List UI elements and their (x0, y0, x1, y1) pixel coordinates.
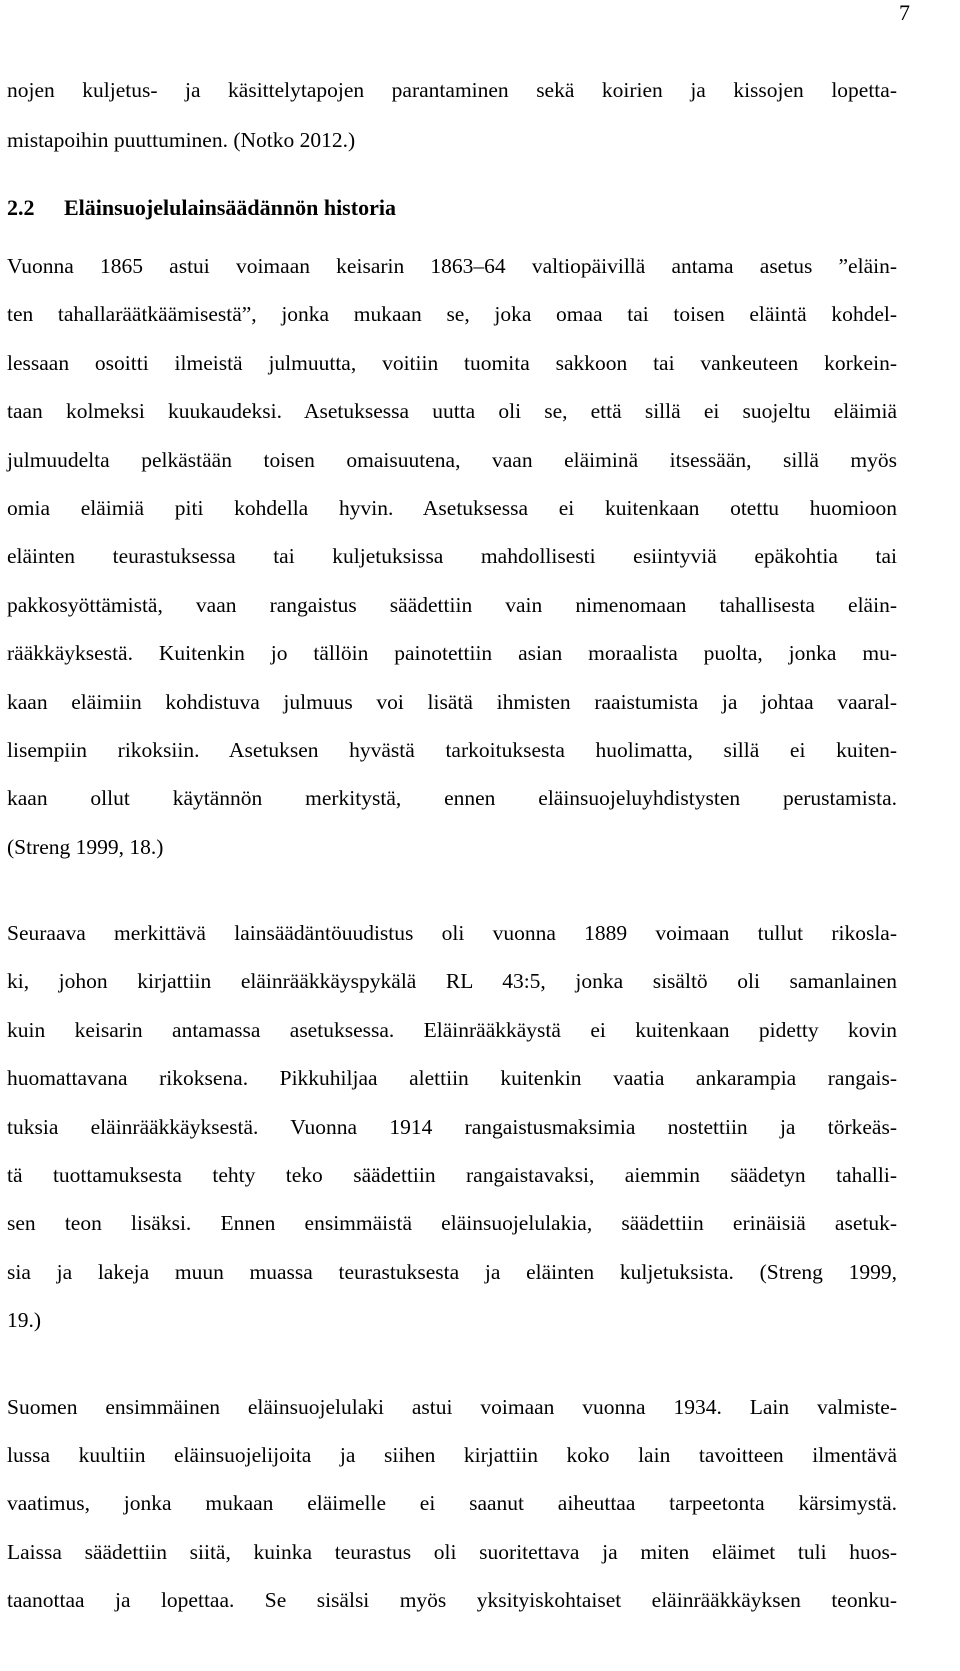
text-line: huomattavana rikoksena. Pikkuhiljaa alettiin kuitenkin vaatia ankarampia rangais- (7, 1066, 897, 1091)
text-line: Suomen ensimmäinen eläinsuojelulaki astui voimaan vuonna 1934. Lain valmiste- (7, 1394, 897, 1419)
text-line: lussa kuultiin eläinsuojelijoita ja siihen kirjattiin koko lain tavoitteen ilmentävä (7, 1442, 897, 1467)
text-line: 19.) (7, 1308, 42, 1333)
text-line: tä tuottamuksesta tehty teko säädettiin rangaistavaksi, aiemmin säädetyn tahalli- (7, 1163, 897, 1188)
text-line: kaan ollut käytännön merkitystä, ennen eläinsuojeluyhdistysten perustamista. (7, 786, 897, 811)
text-line: ten tahallaräätkäämisestä”, jonka mukaan se, joka omaa tai toisen eläintä kohdel- (7, 302, 897, 327)
paragraph (7, 1383, 897, 1625)
document-body (7, 70, 897, 1663)
text-line: kaan eläimiin kohdistuva julmuus voi lisätä ihmisten raaistumista ja johtaa vaaral- (7, 689, 897, 714)
text-line: tuksia eläinrääkkäyksestä. Vuonna 1914 rangaistusmaksimia nostettiin ja törkeäs- (7, 1114, 897, 1139)
text-line: sia ja lakeja muun muassa teurastuksesta ja eläinten kuljetuksista. (Streng 1999, (7, 1259, 897, 1284)
text-line: Laissa säädettiin siitä, kuinka teurastus oli suoritettava ja miten eläimet tuli huos- (7, 1539, 897, 1564)
text-line: Seuraava merkittävä lainsäädäntöuudistus oli vuonna 1889 voimaan tullut rikosla- (7, 921, 897, 946)
text-line: eläinten teurastuksessa tai kuljetuksissa mahdollisesti esiintyviä epäkohtia tai (7, 544, 897, 569)
text-line: julmuudelta pelkästään toisen omaisuutena, vaan eläiminä itsessään, sillä myös (7, 447, 897, 472)
paragraph (7, 909, 897, 1345)
page-number: 7 (899, 0, 910, 25)
text-line: taan kolmeksi kuukaudeksi. Asetuksessa uutta oli se, että sillä ei suojeltu eläimiä (7, 399, 897, 424)
text-line: kuin keisarin antamassa asetuksessa. Eläinrääkkäystä ei kuitenkaan pidetty kovin (7, 1017, 897, 1042)
section-heading (7, 170, 897, 230)
section-title: Eläinsuojelulainsäädännön historia (64, 195, 396, 220)
text-line: lisempiin rikoksiin. Asetuksen hyvästä tarkoituksesta huolimatta, sillä ei kuiten- (7, 737, 897, 762)
text-line: Vuonna 1865 astui voimaan keisarin 1863–64 valtiopäivillä antama asetus ”eläin- (7, 254, 897, 278)
section-number: 2.2 (7, 195, 35, 220)
text-line: sen teon lisäksi. Ennen ensimmäistä eläinsuojelulakia, säädettiin erinäisiä asetuk- (7, 1211, 897, 1236)
text-line: (Streng 1999, 18.) (7, 834, 164, 859)
text-line: mistapoihin puuttuminen. (Notko 2012.) (7, 128, 356, 152)
text-line: omia eläimiä piti kohdella hyvin. Asetuksessa ei kuitenkaan otettu huomioon (7, 495, 897, 520)
text-line: ki, johon kirjattiin eläinrääkkäyspykälä RL 43:5, jonka sisältö oli samanlainen (7, 969, 897, 994)
text-line: lessaan osoitti ilmeistä julmuutta, voitiin tuomita sakkoon tai vankeuteen korkein- (7, 350, 897, 375)
intro-paragraph (7, 70, 897, 170)
text-line: rääkkäyksestä. Kuitenkin jo tällöin painotettiin asian moraalista puolta, jonka mu- (7, 641, 897, 666)
paragraph (7, 242, 897, 871)
text-line: nojen kuljetus- ja käsittelytapojen parantaminen sekä koirien ja kissojen lopetta- (7, 78, 897, 102)
text-line: pakkosyöttämistä, vaan rangaistus säädettiin vain nimenomaan tahallisesta eläin- (7, 592, 897, 617)
text-line: taanottaa ja lopettaa. Se sisälsi myös yksityiskohtaiset eläinrääkkäyksen teonku- (7, 1588, 897, 1613)
text-line: vaatimus, jonka mukaan eläimelle ei saanut aiheuttaa tarpeetonta kärsimystä. (7, 1491, 897, 1516)
